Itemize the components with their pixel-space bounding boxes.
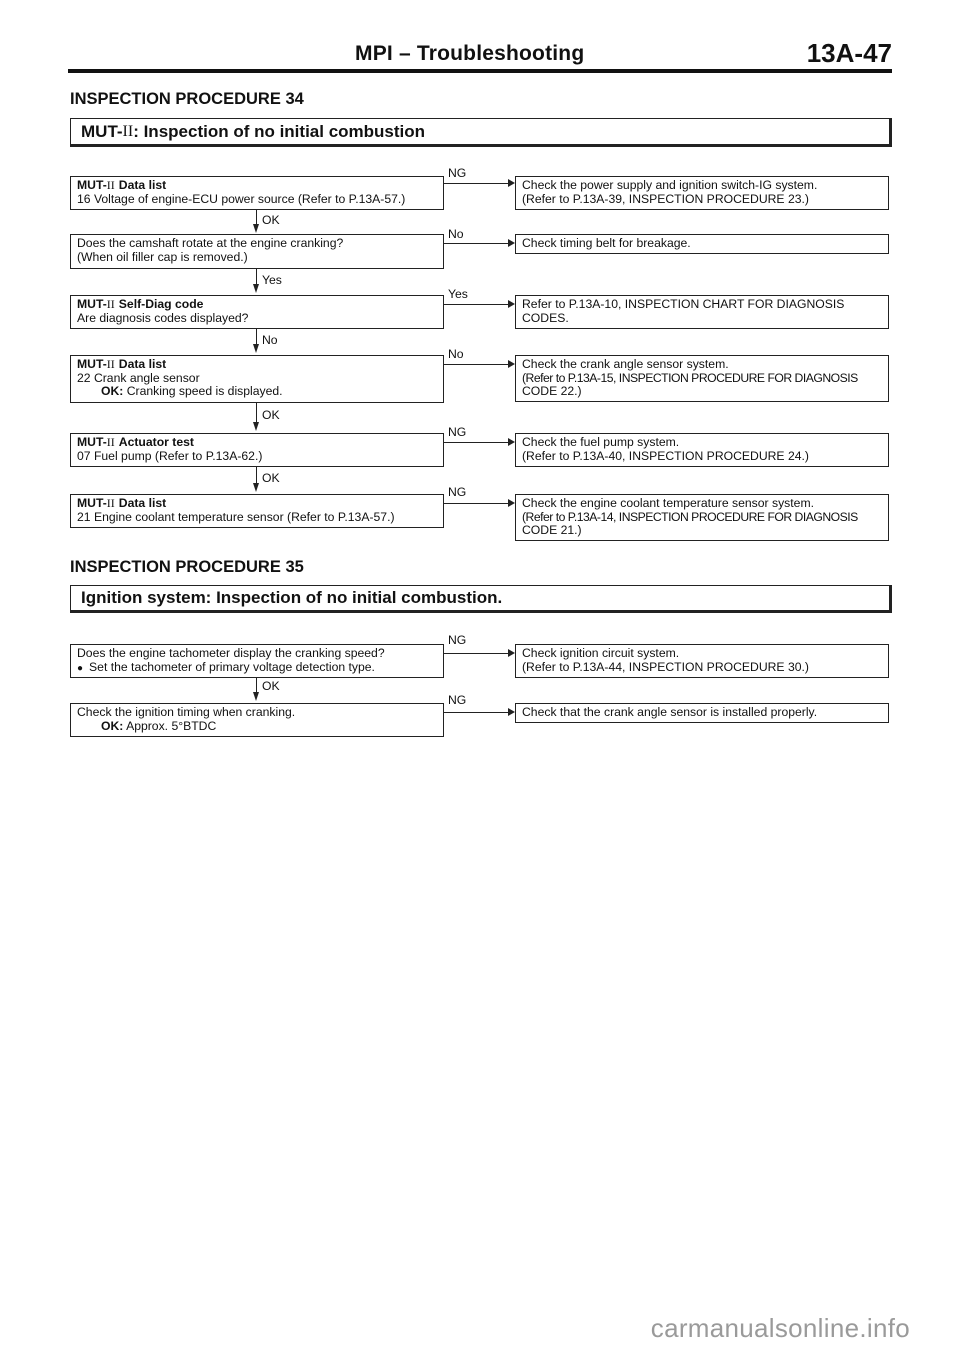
step-box: Does the engine tachometer display the cranking speed? ● Set the tachometer of primary voltage detection type.	[70, 644, 444, 678]
branch-label: NG	[448, 425, 467, 439]
arrow-right-icon	[508, 499, 515, 507]
branch-line	[444, 653, 508, 654]
branch-line	[444, 243, 508, 244]
result-box: Check ignition circuit system. (Refer to P.13A-44, INSPECTION PROCEDURE 30.)	[515, 644, 889, 678]
site-watermark: carmanualsonline.info	[650, 1313, 910, 1343]
arrow-right-icon	[508, 708, 515, 716]
result-box: Check the fuel pump system. (Refer to P.13A-40, INSPECTION PROCEDURE 24.)	[515, 433, 889, 467]
branch-label: NG	[448, 485, 467, 499]
flow-label: OK	[262, 471, 280, 485]
branch-label: No	[448, 347, 464, 361]
result-box: Check that the crank angle sensor is installed properly.	[515, 703, 889, 723]
step-box: MUT-II Data list 21 Engine coolant temperature sensor (Refer to P.13A-57.)	[70, 494, 444, 528]
branch-line	[444, 364, 508, 365]
result-box: Check the engine coolant temperature sensor system. (Refer to P.13A-14, INSPECTION PROCEDURE FOR DIAGNOSIS CODE 21.)	[515, 494, 889, 541]
result-box: Check timing belt for breakage.	[515, 234, 889, 254]
arrow-down-icon	[253, 224, 259, 233]
bullet-icon: ●	[77, 662, 84, 674]
procedure-35-title: Ignition system: Inspection of no initial combustion.	[70, 585, 892, 613]
step-box: MUT-II Data list 16 Voltage of engine-ECU power source (Refer to P.13A-57.)	[70, 176, 444, 210]
step-box: MUT-II Self-Diag code Are diagnosis codes displayed?	[70, 295, 444, 329]
procedure-34-title: MUT- II : Inspection of no initial combustion	[70, 118, 892, 147]
arrow-right-icon	[508, 649, 515, 657]
flow-label: Yes	[262, 273, 282, 287]
result-box: Check the power supply and ignition switch-IG system. (Refer to P.13A-39, INSPECTION PROCEDURE 23.)	[515, 176, 889, 210]
flow-label: OK	[262, 679, 280, 693]
arrow-right-icon	[508, 360, 515, 368]
step-box: Does the camshaft rotate at the engine cranking? (When oil filler cap is removed.)	[70, 234, 444, 269]
header-divider	[68, 69, 892, 73]
step-box: Check the ignition timing when cranking. OK: Approx. 5°BTDC	[70, 703, 444, 737]
branch-line	[444, 183, 508, 184]
branch-label: NG	[448, 166, 467, 180]
branch-label: NG	[448, 633, 467, 647]
step-box: MUT-II Actuator test 07 Fuel pump (Refer to P.13A-62.)	[70, 433, 444, 467]
arrow-down-icon	[253, 692, 259, 701]
arrow-down-icon	[253, 422, 259, 431]
branch-line	[444, 503, 508, 504]
arrow-right-icon	[508, 179, 515, 187]
result-box: Refer to P.13A-10, INSPECTION CHART FOR DIAGNOSIS CODES.	[515, 295, 889, 329]
arrow-right-icon	[508, 438, 515, 446]
arrow-down-icon	[253, 344, 259, 353]
arrow-right-icon	[508, 300, 515, 308]
flow-label: No	[262, 333, 278, 347]
page-number: 13A-47	[806, 38, 892, 68]
procedure-34-heading: INSPECTION PROCEDURE 34	[70, 90, 304, 108]
arrow-right-icon	[508, 239, 515, 247]
branch-line	[444, 712, 508, 713]
arrow-down-icon	[253, 284, 259, 293]
branch-line	[444, 442, 508, 443]
branch-label: No	[448, 227, 464, 241]
flow-label: OK	[262, 408, 280, 422]
branch-label: Yes	[448, 287, 468, 301]
branch-label: NG	[448, 693, 467, 707]
arrow-down-icon	[253, 483, 259, 492]
procedure-35-heading: INSPECTION PROCEDURE 35	[70, 558, 304, 576]
page-header-title: MPI – Troubleshooting	[355, 42, 585, 65]
flow-line	[256, 403, 257, 424]
step-box: MUT-II Data list 22 Crank angle sensor OK: Cranking speed is displayed.	[70, 355, 444, 403]
result-box: Check the crank angle sensor system. (Refer to P.13A-15, INSPECTION PROCEDURE FOR DIAGNOSIS CODE 22.)	[515, 355, 889, 402]
branch-line	[444, 304, 508, 305]
flow-label: OK	[262, 213, 280, 227]
